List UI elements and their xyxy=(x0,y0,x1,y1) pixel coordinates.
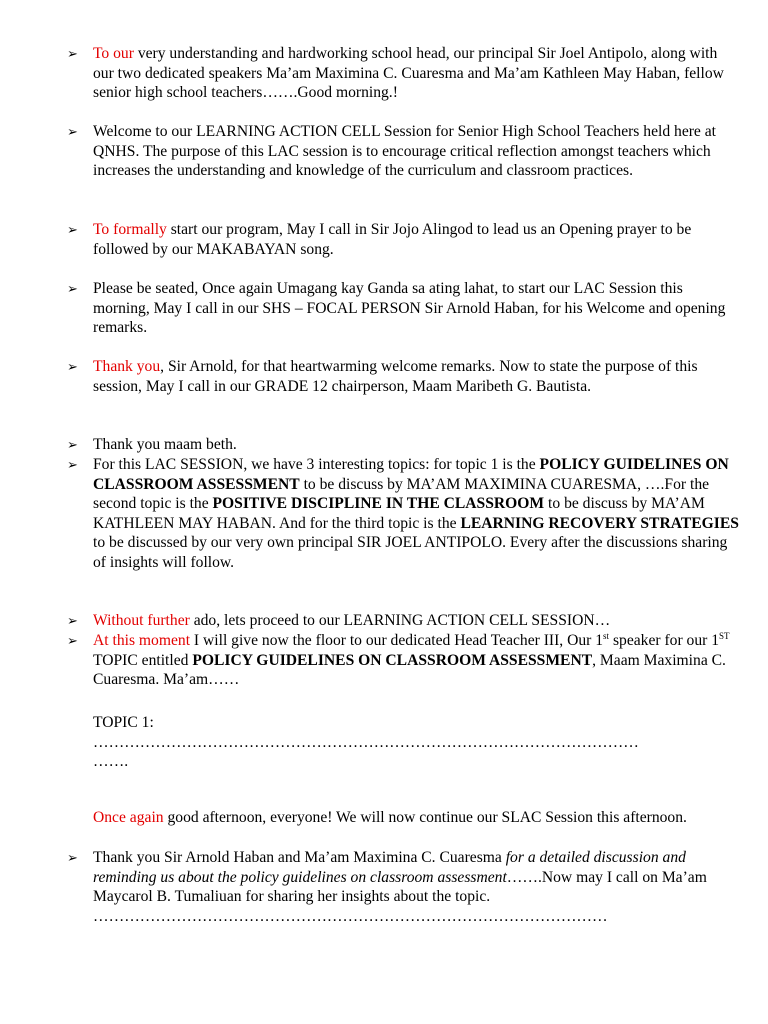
paragraph-text: to be discuss by MA’AM MAXIMINA CUARESMA, ….For the second topic is the xyxy=(93,475,710,512)
bullet-arrow-icon: ➢ xyxy=(67,46,78,61)
paragraph-text: very understanding and hardworking school head, our principal Sir Joel Antipolo, along with our two dedicated speakers Ma’am Maximina C. Cuaresma and Ma’am Kathleen May Haban, fellow senior high school teachers…….Good morning.! xyxy=(93,45,724,101)
bullet-arrow-icon: ➢ xyxy=(67,850,78,865)
superscript: ST xyxy=(719,631,730,641)
paragraph-text: to be discussed by our very own principal SIR JOEL ANTIPOLO. Every after the discussions sharing of insights will follow. xyxy=(93,534,728,571)
bullet-arrow-icon: ➢ xyxy=(67,613,78,628)
bullet-arrow-icon: ➢ xyxy=(67,457,78,472)
italic-text: for a detailed discussion and reminding us about the policy guidelines on classroom assessment xyxy=(93,849,686,886)
red-lead: To formally xyxy=(93,221,167,238)
paragraph-text: speaker for our 1 xyxy=(609,632,720,649)
paragraph-text: Thank you maam beth. xyxy=(93,436,237,453)
paragraph-text: Please be seated, Once again Umagang kay Ganda sa ating lahat, to start our LAC Session this morning, May I call in our SHS – FOCAL PERSON Sir Arnold Haban, for his Welcome and opening remarks. xyxy=(93,280,726,336)
paragraph-proceed xyxy=(67,611,739,631)
paragraph-opening-prayer xyxy=(67,220,739,259)
topic-3-title: LEARNING RECOVERY STRATEGIES xyxy=(460,514,739,532)
red-lead: Once again xyxy=(93,809,164,826)
paragraph-text: good afternoon, everyone! We will now continue our SLAC Session this afternoon. xyxy=(163,809,687,826)
paragraph-text: to be discuss by MA’AM KATHLEEN MAY HABAN. And for the third topic is the xyxy=(93,495,705,532)
bullet-arrow-icon: ➢ xyxy=(67,359,78,374)
red-lead: To our xyxy=(93,45,134,62)
red-lead: Thank you xyxy=(93,358,161,375)
bullet-arrow-icon: ➢ xyxy=(67,633,78,648)
bullet-arrow-icon: ➢ xyxy=(67,222,78,237)
topic-1-block xyxy=(93,713,739,772)
paragraph-thank-you-arnold xyxy=(67,357,739,396)
paragraph-text: For this LAC SESSION, we have 3 interesting topics: for topic 1 is the xyxy=(93,456,540,473)
superscript: st xyxy=(603,631,610,641)
paragraph-greeting xyxy=(67,44,739,103)
paragraph-text: Welcome to our LEARNING ACTION CELL Session for Senior High School Teachers held here at QNHS. The purpose of this LAC session is to encourage critical reflection amongst teachers which increases the understanding and knowledge of the curriculum and classroom practices. xyxy=(93,123,717,179)
topic-1-title: POLICY GUIDELINES ON CLASSROOM ASSESSMENT xyxy=(93,456,729,493)
red-lead: At this moment xyxy=(93,632,191,649)
paragraph-thank-you-beth xyxy=(67,435,739,455)
bullet-arrow-icon: ➢ xyxy=(67,124,78,139)
paragraph-text: …….Now may I call on Ma’am Maycarol B. Tumaliuan for sharing her insights about the topic. xyxy=(93,868,707,905)
paragraph-topics xyxy=(67,455,739,572)
topic-1-title: POLICY GUIDELINES ON CLASSROOM ASSESSMENT xyxy=(192,651,593,669)
bullet-arrow-icon: ➢ xyxy=(67,281,78,296)
paragraph-text: , Sir Arnold, for that heartwarming welcome remarks. Now to state the purpose of this session, May I call in our GRADE 12 chairperson, Maam Maribeth G. Bautista. xyxy=(93,358,698,395)
dotted-line: …………………………………………………………………………………………… xyxy=(93,733,639,751)
bullet-arrow-icon: ➢ xyxy=(67,437,78,452)
dotted-line: ……. xyxy=(93,753,129,770)
paragraph-focal-person xyxy=(67,279,739,338)
topic-label: TOPIC 1: xyxy=(93,714,154,731)
paragraph-text: Thank you Sir Arnold Haban and Ma’am Maximina C. Cuaresma xyxy=(93,849,506,866)
paragraph-text: start our program, May I call in Sir Jojo Alingod to lead us an Opening prayer to be followed by our MAKABAYAN song. xyxy=(93,221,692,258)
topic-2-title: POSITIVE DISCIPLINE IN THE CLASSROOM xyxy=(212,495,545,512)
paragraph-text: I will give now the floor to our dedicated Head Teacher III, Our 1 xyxy=(190,632,604,649)
red-lead: Without further xyxy=(93,612,190,629)
dotted-line: ……………………………………………………………………………………… xyxy=(93,907,608,925)
paragraph-text: ado, lets proceed to our LEARNING ACTION CELL SESSION… xyxy=(189,612,611,629)
paragraph-text: TOPIC entitled xyxy=(93,651,193,669)
paragraph-thank-you-speakers xyxy=(67,848,739,926)
paragraph-first-speaker xyxy=(67,631,739,690)
paragraph-welcome xyxy=(67,122,739,181)
paragraph-text: , Maam Maximina C. Cuaresma. Ma’am…… xyxy=(93,651,726,688)
paragraph-once-again xyxy=(93,808,739,828)
